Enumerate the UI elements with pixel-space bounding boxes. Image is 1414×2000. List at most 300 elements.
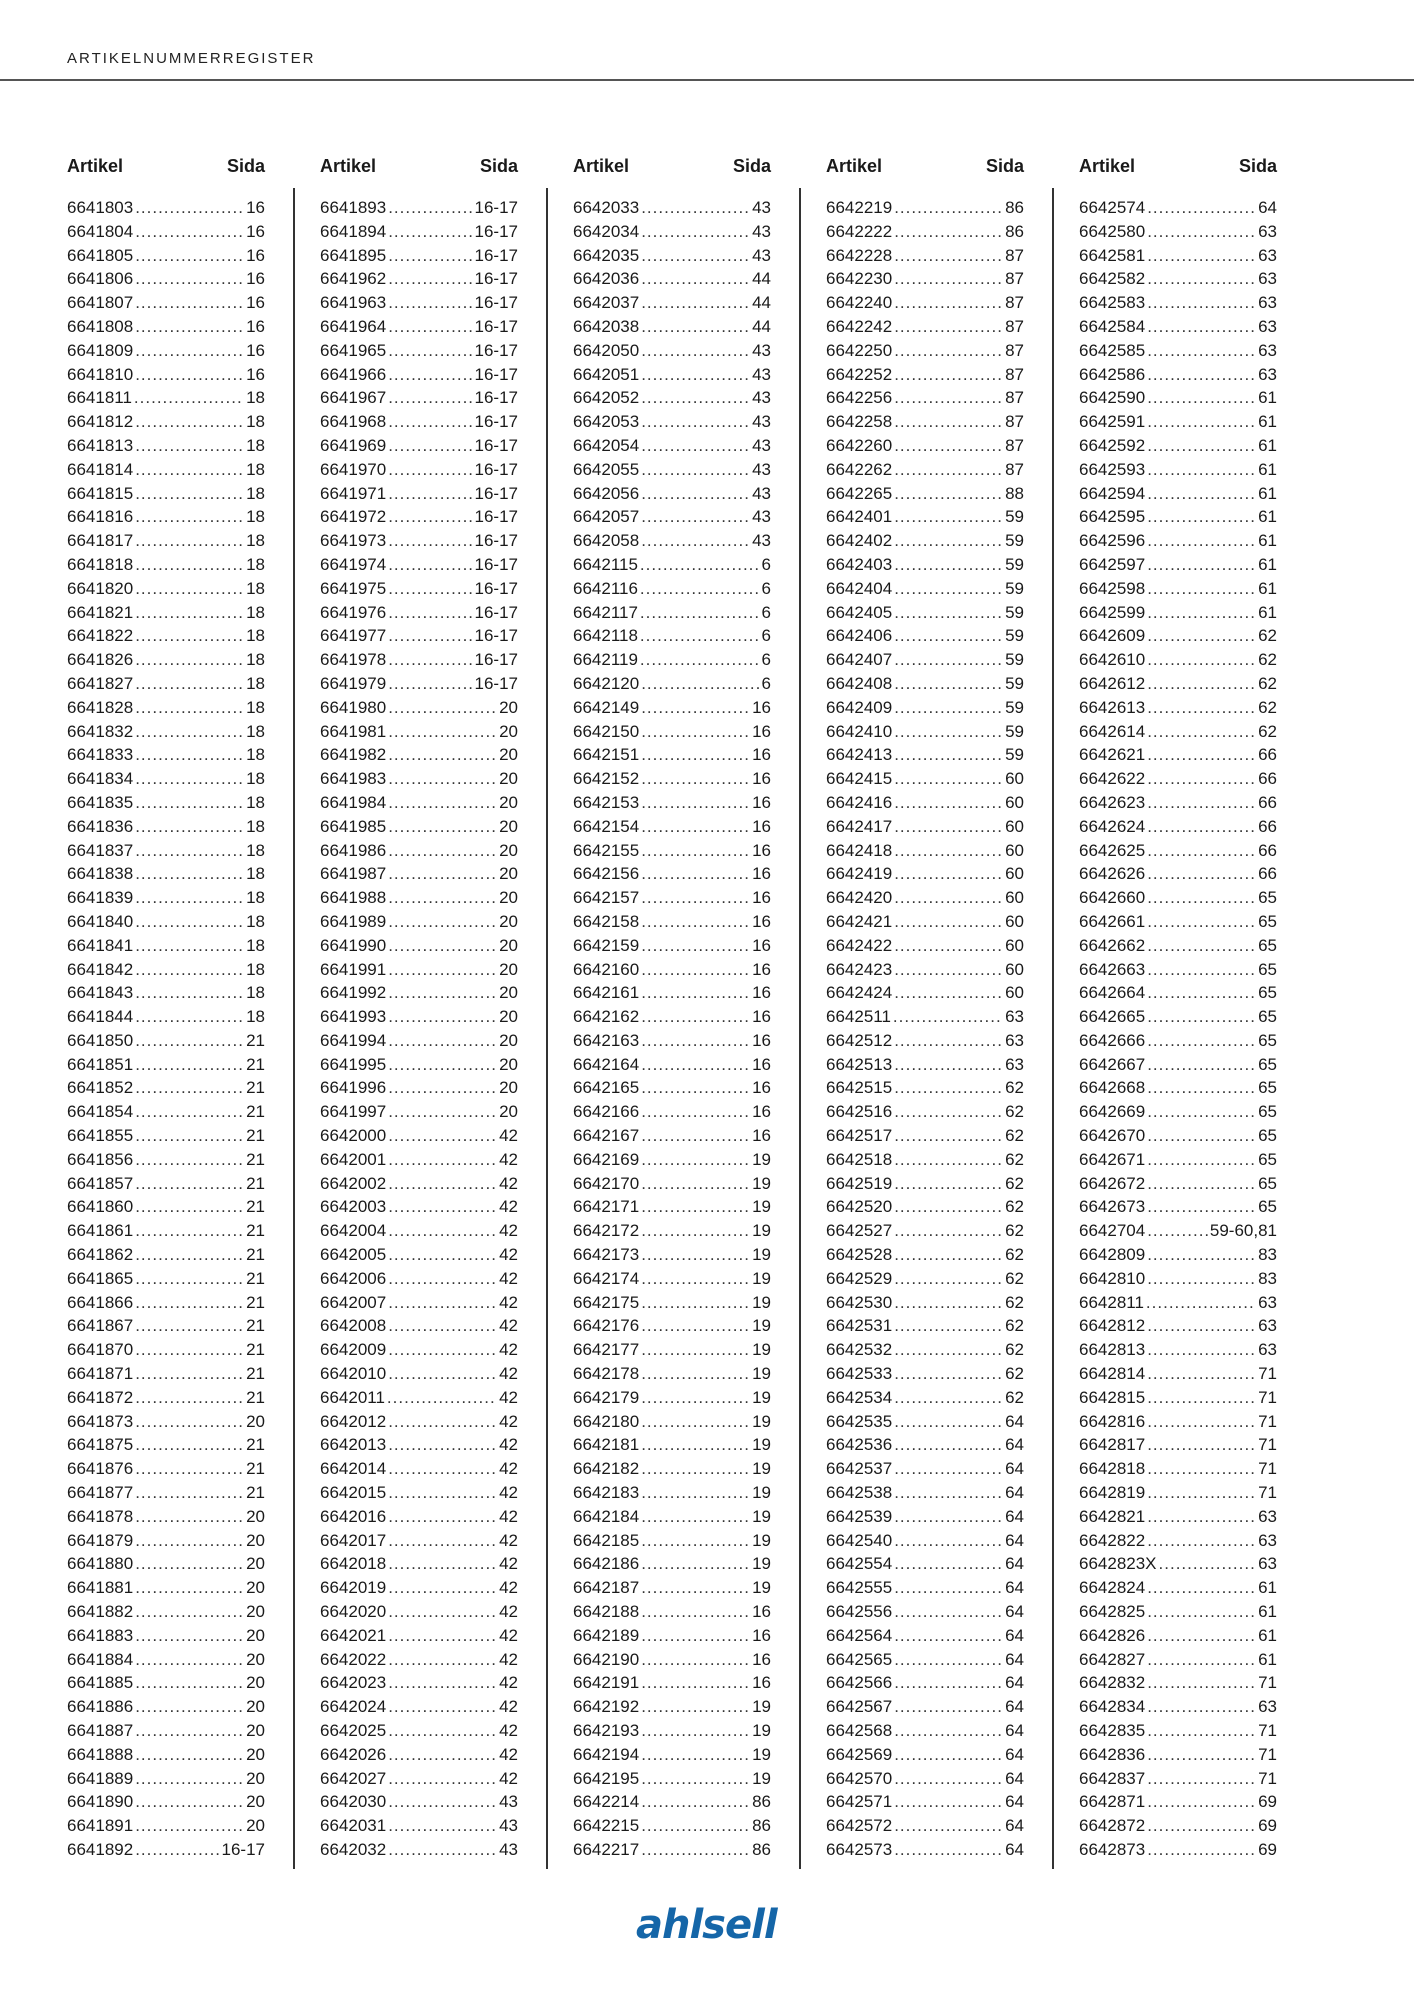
dot-leader	[641, 315, 750, 339]
dot-leader	[388, 981, 497, 1005]
article-number: 6641978	[320, 650, 387, 670]
page-reference: 64	[1258, 198, 1277, 217]
index-row	[1079, 529, 1277, 553]
page-reference: 65	[1258, 1197, 1277, 1217]
page-reference: 18	[246, 959, 265, 979]
article-number: 6641865	[67, 1268, 134, 1288]
page-reference: 64	[1005, 1697, 1024, 1717]
article-number: 6642407	[826, 650, 893, 670]
page-reference: 42	[499, 1268, 518, 1288]
article-index	[67, 156, 1283, 1859]
article-number: 6642406	[826, 626, 893, 646]
article-number: 6641997	[320, 1102, 387, 1122]
index-row	[320, 410, 518, 434]
article-number: 6642511	[826, 1007, 891, 1027]
page-reference: 61	[1258, 578, 1277, 598]
dot-leader	[388, 577, 472, 601]
dot-leader	[641, 886, 750, 910]
header-sida: Sida	[1238, 156, 1277, 176]
index-row	[67, 1148, 265, 1172]
article-number: 6642151	[573, 745, 640, 765]
index-row	[320, 839, 518, 863]
page-reference: 62	[1005, 1268, 1024, 1288]
page-reference: 62	[1005, 1316, 1024, 1336]
page-reference: 43	[752, 198, 771, 217]
dot-leader	[641, 1148, 750, 1172]
page-reference: 18	[246, 840, 265, 860]
dot-leader	[1147, 458, 1256, 482]
index-row	[67, 363, 265, 387]
index-row	[320, 1362, 518, 1386]
page-reference: 71	[1258, 1768, 1277, 1788]
article-number: 6641890	[67, 1792, 134, 1812]
article-number: 6642055	[573, 459, 640, 479]
page-reference: 16	[752, 1673, 771, 1693]
page-reference: 20	[246, 1411, 265, 1431]
dot-leader	[135, 1552, 244, 1576]
index-row	[573, 648, 771, 672]
index-row	[1079, 1005, 1277, 1029]
index-row	[1079, 1267, 1277, 1291]
page-reference: 60	[1005, 888, 1024, 908]
page-reference: 64	[1005, 1744, 1024, 1764]
index-row	[573, 1076, 771, 1100]
article-number: 6642530	[826, 1292, 893, 1312]
index-row	[826, 910, 1024, 934]
page-reference: 20	[246, 1578, 265, 1598]
page-reference: 20	[499, 959, 518, 979]
index-row	[826, 1457, 1024, 1481]
article-number: 6642182	[573, 1459, 640, 1479]
dot-leader	[1147, 244, 1256, 268]
page-reference: 59	[1005, 745, 1024, 765]
article-number: 6642420	[826, 888, 893, 908]
article-number: 6641810	[67, 364, 134, 384]
page-reference: 18	[246, 983, 265, 1003]
article-number: 6641862	[67, 1245, 134, 1265]
index-row	[320, 1576, 518, 1600]
index-row	[1079, 1338, 1277, 1362]
index-row	[573, 1053, 771, 1077]
page-reference: 63	[1258, 1506, 1277, 1526]
article-number: 6642013	[320, 1435, 387, 1455]
article-number: 6642161	[573, 983, 640, 1003]
index-row	[573, 577, 771, 601]
index-row	[67, 529, 265, 553]
page-reference: 60	[1005, 840, 1024, 860]
page-reference: 71	[1258, 1435, 1277, 1455]
dot-leader	[135, 1457, 244, 1481]
page-reference: 20	[246, 1816, 265, 1836]
article-number: 6641973	[320, 531, 387, 551]
article-number: 6642555	[826, 1578, 893, 1598]
dot-leader	[135, 886, 244, 910]
article-number: 6642569	[826, 1744, 893, 1764]
index-row	[826, 458, 1024, 482]
dot-leader	[135, 1433, 244, 1457]
index-row	[320, 1386, 518, 1410]
page-reference: 6	[761, 602, 771, 622]
dot-leader	[135, 1148, 244, 1172]
dot-leader	[1147, 220, 1256, 244]
article-number: 6642024	[320, 1697, 387, 1717]
dot-leader	[641, 505, 750, 529]
dot-leader	[1147, 1076, 1256, 1100]
article-number: 6642625	[1079, 840, 1146, 860]
index-row	[320, 862, 518, 886]
dot-leader	[894, 1124, 1003, 1148]
article-number: 6642052	[573, 388, 640, 408]
article-number: 6642422	[826, 935, 893, 955]
article-number: 6641882	[67, 1602, 134, 1622]
page-reference: 6	[761, 650, 771, 670]
index-row	[1079, 1671, 1277, 1695]
page-reference: 66	[1258, 769, 1277, 789]
index-row	[826, 1529, 1024, 1553]
article-number: 6642591	[1079, 412, 1146, 432]
page-reference: 19	[752, 1530, 771, 1550]
index-row	[1079, 1529, 1277, 1553]
dot-leader	[1147, 1172, 1256, 1196]
dot-leader	[1147, 767, 1256, 791]
dot-leader	[388, 958, 497, 982]
article-number: 6642252	[826, 364, 893, 384]
dot-leader	[641, 1481, 750, 1505]
page-reference: 20	[499, 769, 518, 789]
index-row	[826, 1433, 1024, 1457]
article-number: 6642258	[826, 412, 893, 432]
index-row	[826, 1124, 1024, 1148]
article-number: 6642598	[1079, 578, 1146, 598]
dot-leader	[135, 1362, 244, 1386]
index-row	[573, 553, 771, 577]
article-number: 6641880	[67, 1554, 134, 1574]
index-row	[1079, 624, 1277, 648]
article-number: 6641992	[320, 983, 387, 1003]
page-reference: 20	[499, 888, 518, 908]
dot-leader	[894, 1219, 1003, 1243]
index-row	[67, 553, 265, 577]
article-number: 6641876	[67, 1459, 134, 1479]
dot-leader	[641, 1814, 750, 1838]
index-row	[573, 672, 771, 696]
index-row	[573, 1005, 771, 1029]
page-reference: 64	[1005, 1768, 1024, 1788]
dot-leader	[641, 1362, 750, 1386]
page-reference: 42	[499, 1149, 518, 1169]
page-reference: 62	[1258, 626, 1277, 646]
index-row	[67, 1814, 265, 1838]
index-row	[67, 1433, 265, 1457]
article-number: 6642416	[826, 792, 893, 812]
index-row	[573, 1100, 771, 1124]
index-row	[573, 1314, 771, 1338]
dot-leader	[135, 791, 244, 815]
page-reference: 64	[1005, 1602, 1024, 1622]
article-number: 6642415	[826, 769, 893, 789]
index-row	[826, 1648, 1024, 1672]
dot-leader	[1147, 696, 1256, 720]
index-row	[67, 1267, 265, 1291]
dot-leader	[641, 1076, 750, 1100]
page-reference: 16	[752, 816, 771, 836]
article-number: 6642172	[573, 1221, 640, 1241]
page-reference: 19	[752, 1292, 771, 1312]
article-number: 6641889	[67, 1768, 134, 1788]
dot-leader	[135, 720, 244, 744]
article-number: 6642183	[573, 1483, 640, 1503]
page-reference: 19	[752, 1483, 771, 1503]
index-row	[67, 220, 265, 244]
page-reference: 42	[499, 1578, 518, 1598]
index-row	[320, 696, 518, 720]
dot-leader	[388, 1505, 497, 1529]
index-row	[67, 1291, 265, 1315]
page-reference: 42	[499, 1316, 518, 1336]
page-reference: 61	[1258, 602, 1277, 622]
index-row	[573, 1124, 771, 1148]
dot-leader	[388, 839, 497, 863]
index-row	[826, 529, 1024, 553]
page-reference: 65	[1258, 935, 1277, 955]
dot-leader	[894, 244, 1003, 268]
dot-leader	[388, 196, 472, 220]
dot-leader	[641, 1100, 750, 1124]
page-reference: 20	[246, 1649, 265, 1669]
article-number: 6641991	[320, 959, 387, 979]
dot-leader	[894, 482, 1003, 506]
page-reference: 16-17	[474, 483, 518, 503]
page-reference: 19	[752, 1340, 771, 1360]
index-row	[320, 624, 518, 648]
article-number: 6641809	[67, 340, 134, 360]
article-number: 6642175	[573, 1292, 640, 1312]
article-number: 6641840	[67, 911, 134, 931]
dot-leader	[135, 672, 244, 696]
dot-leader	[1147, 410, 1256, 434]
page-reference: 42	[499, 1530, 518, 1550]
index-row	[573, 267, 771, 291]
article-number: 6642622	[1079, 769, 1146, 789]
article-number: 6641887	[67, 1721, 134, 1740]
dot-leader	[135, 981, 244, 1005]
index-row	[1079, 1100, 1277, 1124]
dot-leader	[388, 244, 472, 268]
article-number: 6642421	[826, 911, 893, 931]
page-reference: 65	[1258, 959, 1277, 979]
page-reference: 65	[1258, 1030, 1277, 1050]
page-reference: 61	[1258, 554, 1277, 574]
article-number: 6642535	[826, 1411, 893, 1431]
dot-leader	[135, 196, 244, 220]
article-number: 6642819	[1079, 1483, 1146, 1503]
dot-leader	[1147, 1053, 1256, 1077]
page-reference: 16	[752, 769, 771, 789]
index-column-4	[826, 156, 1024, 1862]
dot-leader	[1147, 910, 1256, 934]
index-row	[320, 577, 518, 601]
article-number: 6642826	[1079, 1625, 1146, 1645]
page-reference: 20	[499, 1030, 518, 1050]
article-number: 6642537	[826, 1459, 893, 1479]
dot-leader	[641, 1267, 750, 1291]
article-number: 6642671	[1079, 1149, 1146, 1169]
dot-leader	[894, 624, 1003, 648]
article-number: 6642166	[573, 1102, 640, 1122]
dot-leader	[641, 958, 750, 982]
dot-leader	[1147, 958, 1256, 982]
page-reference: 20	[246, 1530, 265, 1550]
page-reference: 87	[1005, 364, 1024, 384]
index-row	[67, 1671, 265, 1695]
page-reference: 19	[752, 1197, 771, 1217]
page-reference: 16	[752, 864, 771, 884]
article-number: 6641985	[320, 816, 387, 836]
article-number: 6642566	[826, 1673, 893, 1693]
page-reference: 21	[246, 1292, 265, 1312]
index-row	[826, 386, 1024, 410]
article-number: 6641837	[67, 840, 134, 860]
page-reference: 59	[1005, 578, 1024, 598]
dot-leader	[388, 1243, 497, 1267]
index-row	[67, 291, 265, 315]
index-row	[573, 839, 771, 863]
dot-leader	[894, 386, 1003, 410]
index-row	[67, 1648, 265, 1672]
index-row	[826, 267, 1024, 291]
page-reference: 6	[761, 673, 771, 693]
page-reference: 88	[1005, 483, 1024, 503]
article-number: 6641966	[320, 364, 387, 384]
dot-leader	[1147, 672, 1256, 696]
page-reference: 60	[1005, 959, 1024, 979]
page-reference: 19	[752, 1578, 771, 1598]
article-number: 6642150	[573, 721, 640, 741]
dot-leader	[135, 1386, 244, 1410]
index-row	[320, 553, 518, 577]
page-reference: 42	[499, 1744, 518, 1764]
header-artikel: Artikel	[826, 156, 883, 176]
dot-leader	[894, 1790, 1003, 1814]
article-number: 6642613	[1079, 697, 1146, 717]
index-row	[573, 862, 771, 886]
dot-leader	[135, 1695, 244, 1719]
index-row	[320, 1100, 518, 1124]
page-reference: 42	[499, 1673, 518, 1693]
article-number: 6642015	[320, 1483, 387, 1503]
index-row	[320, 1767, 518, 1791]
index-row	[1079, 1505, 1277, 1529]
article-number: 6641814	[67, 459, 134, 479]
dot-leader	[135, 577, 244, 601]
page-reference: 63	[1258, 1554, 1277, 1574]
index-row	[320, 339, 518, 363]
article-number: 6642162	[573, 1007, 640, 1027]
page-reference: 16-17	[474, 507, 518, 527]
index-row	[320, 672, 518, 696]
dot-leader	[894, 1172, 1003, 1196]
dot-leader	[641, 1719, 750, 1743]
dot-leader	[894, 934, 1003, 958]
page-reference: 65	[1258, 1007, 1277, 1027]
article-number: 6642149	[573, 697, 640, 717]
article-number: 6642811	[1079, 1292, 1144, 1312]
page-reference: 16	[752, 1054, 771, 1074]
article-number: 6641807	[67, 293, 134, 313]
dot-leader	[894, 1529, 1003, 1553]
page-reference: 6	[761, 554, 771, 574]
dot-leader	[1147, 1433, 1256, 1457]
dot-leader	[641, 1291, 750, 1315]
index-row	[573, 1695, 771, 1719]
dot-leader	[894, 434, 1003, 458]
article-number: 6642173	[573, 1245, 640, 1265]
article-number: 6641894	[320, 221, 387, 241]
column-header	[573, 156, 771, 196]
index-row	[826, 1552, 1024, 1576]
index-row	[320, 1029, 518, 1053]
page-reference: 42	[499, 1364, 518, 1384]
page-reference: 66	[1258, 864, 1277, 884]
page-reference: 59	[1005, 650, 1024, 670]
dot-leader	[894, 267, 1003, 291]
article-number: 6642012	[320, 1411, 387, 1431]
article-number: 6641977	[320, 626, 387, 646]
dot-leader	[1147, 1481, 1256, 1505]
index-row	[320, 1314, 518, 1338]
article-number: 6641872	[67, 1387, 134, 1407]
article-number: 6642157	[573, 888, 640, 908]
index-row	[67, 1362, 265, 1386]
article-number: 6642009	[320, 1340, 387, 1360]
dot-leader	[135, 910, 244, 934]
page-reference: 63	[1258, 340, 1277, 360]
page-reference: 19	[752, 1459, 771, 1479]
page-reference: 42	[499, 1221, 518, 1241]
index-row	[826, 1814, 1024, 1838]
article-number: 6641873	[67, 1411, 134, 1431]
article-number: 6642038	[573, 316, 640, 336]
article-number: 6642590	[1079, 388, 1146, 408]
page-reference: 16	[752, 1102, 771, 1122]
index-row	[67, 315, 265, 339]
index-row	[1079, 1433, 1277, 1457]
page-reference: 62	[1258, 673, 1277, 693]
page-reference: 19	[752, 1506, 771, 1526]
article-number: 6642527	[826, 1221, 893, 1241]
page-reference: 21	[246, 1102, 265, 1122]
page-reference: 21	[246, 1387, 265, 1407]
article-number: 6642019	[320, 1578, 387, 1598]
dot-leader	[641, 529, 750, 553]
article-number: 6642035	[573, 245, 640, 265]
page-reference: 42	[499, 1721, 518, 1740]
article-number: 6642626	[1079, 864, 1146, 884]
dot-leader	[388, 386, 472, 410]
article-number: 6642571	[826, 1792, 893, 1812]
page-reference: 83	[1258, 1268, 1277, 1288]
page-reference: 21	[246, 1268, 265, 1288]
page-reference: 18	[246, 1007, 265, 1027]
index-row	[826, 315, 1024, 339]
page-reference: 65	[1258, 911, 1277, 931]
index-row	[573, 529, 771, 553]
article-number: 6642004	[320, 1221, 387, 1241]
dot-leader	[1147, 1195, 1256, 1219]
index-row	[573, 1195, 771, 1219]
dot-leader	[1147, 1576, 1256, 1600]
article-number: 6641850	[67, 1030, 134, 1050]
